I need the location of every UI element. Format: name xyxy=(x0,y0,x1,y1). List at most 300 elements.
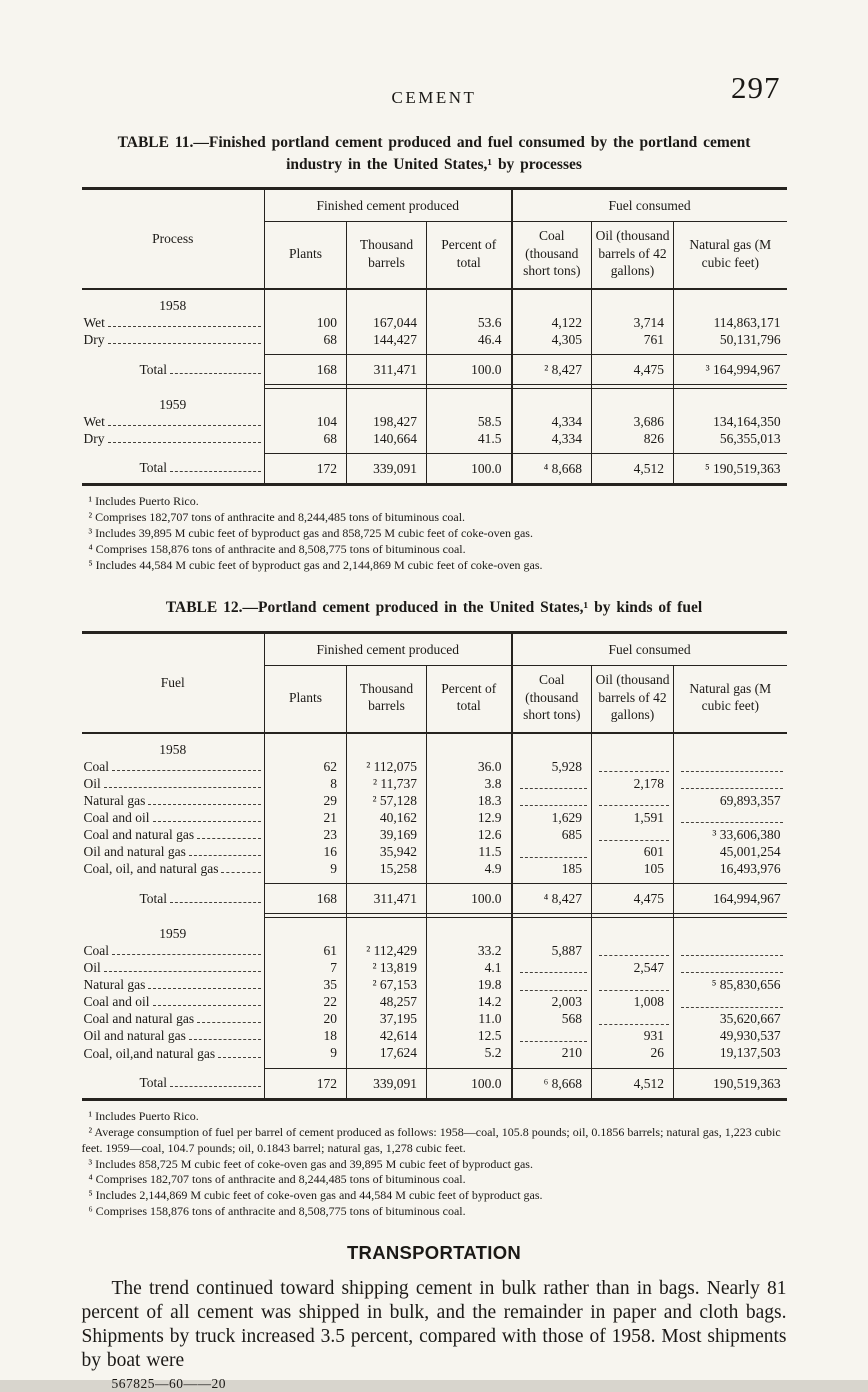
total-value-cell: 164,994,967 xyxy=(674,884,787,914)
empty-cell-leader xyxy=(599,978,669,991)
row-label xyxy=(82,809,265,826)
table-11 xyxy=(82,187,787,486)
value-cell: 37,195 xyxy=(347,1010,427,1027)
value-cell: 568 xyxy=(512,1010,592,1027)
row-label-text: Coal and natural gas xyxy=(83,1011,195,1027)
total-value-cell: 100.0 xyxy=(427,884,512,914)
table-12-title: TABLE 12.—Portland cement produced in the United States,¹ by kinds of fuel xyxy=(165,599,703,617)
value-cell: 4.1 xyxy=(427,959,512,976)
total-value-cell: 172 xyxy=(265,453,347,485)
total-value-cell: 168 xyxy=(265,884,347,914)
dot-leader xyxy=(108,440,262,443)
value-cell: 4,122 xyxy=(512,314,592,331)
value-cell: 56,355,013 xyxy=(674,430,787,454)
empty-cell xyxy=(512,918,592,942)
value-cell xyxy=(512,775,592,792)
data-row xyxy=(82,976,787,993)
row-label xyxy=(82,976,265,993)
row-label xyxy=(82,1027,265,1044)
empty-cell xyxy=(265,389,347,413)
total-value-cell: 4,475 xyxy=(592,884,674,914)
table-12 xyxy=(82,631,787,1101)
total-label xyxy=(82,884,265,914)
empty-cell xyxy=(592,289,674,314)
value-cell: 140,664 xyxy=(347,430,427,454)
value-cell: 48,257 xyxy=(347,993,427,1010)
value-cell: 1,008 xyxy=(592,993,674,1010)
value-cell: 11.5 xyxy=(427,843,512,860)
value-cell: 4.9 xyxy=(427,860,512,884)
dot-leader xyxy=(189,1037,261,1040)
value-cell: 9 xyxy=(265,1044,347,1068)
total-value-cell: 4,475 xyxy=(592,355,674,385)
row-label xyxy=(82,1010,265,1027)
column-header: Percent of total xyxy=(427,222,512,289)
value-cell xyxy=(674,942,787,959)
total-value-cell: ⁵ 190,519,363 xyxy=(674,453,787,485)
stub-header: Fuel xyxy=(82,633,265,733)
data-row xyxy=(82,826,787,843)
value-cell: 114,863,171 xyxy=(674,314,787,331)
row-label xyxy=(82,792,265,809)
empty-cell-leader xyxy=(520,793,588,806)
dot-leader xyxy=(112,768,261,771)
total-value-cell: 4,512 xyxy=(592,1068,674,1100)
value-cell: 36.0 xyxy=(427,758,512,775)
data-row xyxy=(82,860,787,884)
value-cell: 5,928 xyxy=(512,758,592,775)
value-cell: 19,137,503 xyxy=(674,1044,787,1068)
value-cell: 7 xyxy=(265,959,347,976)
data-row xyxy=(82,314,787,331)
empty-cell-leader xyxy=(681,995,783,1008)
value-cell: 144,427 xyxy=(347,331,427,355)
value-cell: 601 xyxy=(592,843,674,860)
row-label-text: Total xyxy=(139,890,168,906)
value-cell: 35,620,667 xyxy=(674,1010,787,1027)
group-header: Fuel consumed xyxy=(512,633,787,666)
total-value-cell: 172 xyxy=(265,1068,347,1100)
dot-leader xyxy=(197,836,261,839)
value-cell: 26 xyxy=(592,1044,674,1068)
value-cell: ² 57,128 xyxy=(347,792,427,809)
empty-cell xyxy=(265,733,347,758)
data-row xyxy=(82,1010,787,1027)
value-cell: 167,044 xyxy=(347,314,427,331)
empty-cell-leader xyxy=(520,776,588,789)
dot-leader xyxy=(108,341,262,344)
value-cell: 45,001,254 xyxy=(674,843,787,860)
value-cell: 8 xyxy=(265,775,347,792)
row-label-text: Wet xyxy=(83,314,105,330)
total-row xyxy=(82,453,787,485)
row-label-text: Coal xyxy=(83,758,109,774)
data-row xyxy=(82,993,787,1010)
total-row xyxy=(82,1068,787,1100)
empty-cell xyxy=(427,389,512,413)
empty-cell-leader xyxy=(599,1012,669,1025)
value-cell xyxy=(592,942,674,959)
value-cell xyxy=(512,792,592,809)
total-value-cell: 339,091 xyxy=(347,453,427,485)
page-content xyxy=(82,0,787,1392)
empty-cell-leader xyxy=(599,793,669,806)
year-label: 1959 xyxy=(159,396,187,412)
total-value-cell: 339,091 xyxy=(347,1068,427,1100)
total-row xyxy=(82,355,787,385)
value-cell: 134,164,350 xyxy=(674,413,787,430)
empty-cell-leader xyxy=(599,828,669,841)
value-cell: 33.2 xyxy=(427,942,512,959)
year-row xyxy=(82,289,787,314)
total-label xyxy=(82,453,265,485)
empty-cell xyxy=(347,733,427,758)
value-cell: 35,942 xyxy=(347,843,427,860)
empty-cell xyxy=(674,733,787,758)
value-cell: 23 xyxy=(265,826,347,843)
empty-cell xyxy=(512,733,592,758)
data-row xyxy=(82,792,787,809)
row-label-text: Total xyxy=(139,460,168,476)
footnote: ⁶ Comprises 158,876 tons of anthracite and 8,508,775 tons of bituminous coal. xyxy=(88,1204,466,1219)
transportation-heading: TRANSPORTATION xyxy=(346,1241,522,1263)
value-cell: 18.3 xyxy=(427,792,512,809)
dot-leader xyxy=(148,802,261,805)
value-cell: 62 xyxy=(265,758,347,775)
value-cell: 826 xyxy=(592,430,674,454)
empty-cell xyxy=(674,389,787,413)
value-cell: 1,629 xyxy=(512,809,592,826)
column-header: Natural gas (M cubic feet) xyxy=(674,666,787,733)
running-head: CEMENT xyxy=(391,88,477,107)
year-row xyxy=(82,918,787,942)
stub-header: Process xyxy=(82,189,265,289)
row-label xyxy=(82,993,265,1010)
empty-cell xyxy=(265,289,347,314)
dot-leader xyxy=(170,371,261,374)
column-header: Natural gas (M cubic feet) xyxy=(674,222,787,289)
footnote: ¹ Includes Puerto Rico. xyxy=(88,494,199,509)
footnote: ³ Includes 39,895 M cubic feet of byproduct gas and 858,725 M cubic feet of coke-oven gas. xyxy=(88,525,533,540)
footnote: ⁵ Includes 44,584 M cubic feet of byproduct gas and 2,144,869 M cubic feet of coke-oven gas. xyxy=(88,557,543,572)
value-cell: 17,624 xyxy=(347,1044,427,1068)
value-cell: 4,334 xyxy=(512,430,592,454)
signature-line: 567825—60——20 xyxy=(111,1375,226,1391)
masthead xyxy=(82,70,787,118)
empty-cell xyxy=(512,389,592,413)
dot-leader xyxy=(108,324,261,327)
row-label-text: Natural gas xyxy=(83,977,146,992)
column-header: Thousand barrels xyxy=(347,222,427,289)
value-cell: 5.2 xyxy=(427,1044,512,1068)
row-label-text: Wet xyxy=(83,413,105,429)
value-cell: 41.5 xyxy=(427,430,512,454)
data-row xyxy=(82,775,787,792)
value-cell xyxy=(674,775,787,792)
data-row xyxy=(82,959,787,976)
value-cell: 198,427 xyxy=(347,413,427,430)
empty-cell-leader xyxy=(520,845,588,858)
row-label xyxy=(82,413,265,430)
dot-leader xyxy=(153,819,262,822)
value-cell xyxy=(674,993,787,1010)
value-cell: ⁵ 85,830,656 xyxy=(674,976,787,993)
value-cell: 12.5 xyxy=(427,1027,512,1044)
value-cell xyxy=(512,976,592,993)
row-label xyxy=(82,942,265,959)
value-cell: 69,893,357 xyxy=(674,792,787,809)
row-label xyxy=(82,758,265,775)
value-cell: 29 xyxy=(265,792,347,809)
empty-cell xyxy=(347,918,427,942)
row-label xyxy=(82,775,265,792)
value-cell xyxy=(592,1010,674,1027)
value-cell: 16,493,976 xyxy=(674,860,787,884)
empty-cell-leader xyxy=(599,759,669,772)
value-cell: 12.6 xyxy=(427,826,512,843)
column-header: Plants xyxy=(265,222,347,289)
empty-cell xyxy=(427,289,512,314)
dot-leader xyxy=(170,900,261,903)
empty-cell-leader xyxy=(520,960,588,973)
empty-cell-leader xyxy=(599,943,669,956)
value-cell xyxy=(592,826,674,843)
data-row xyxy=(82,1027,787,1044)
row-label-text: Coal and oil xyxy=(83,994,150,1010)
total-value-cell: ³ 164,994,967 xyxy=(674,355,787,385)
value-cell xyxy=(674,959,787,976)
value-cell: 9 xyxy=(265,860,347,884)
dot-leader xyxy=(218,1055,261,1058)
value-cell xyxy=(592,976,674,993)
column-header: Oil (thousand barrels of 42 gallons) xyxy=(592,222,674,289)
value-cell: 4,334 xyxy=(512,413,592,430)
value-cell: 14.2 xyxy=(427,993,512,1010)
value-cell: 20 xyxy=(265,1010,347,1027)
data-row xyxy=(82,758,787,775)
empty-cell xyxy=(512,289,592,314)
empty-cell-leader xyxy=(681,960,783,973)
header-group-row xyxy=(82,633,787,666)
value-cell xyxy=(674,758,787,775)
value-cell: 40,162 xyxy=(347,809,427,826)
empty-cell xyxy=(592,389,674,413)
row-label-text: Natural gas xyxy=(83,792,146,808)
row-label-text: Coal xyxy=(83,942,109,958)
footnote: ⁴ Comprises 182,707 tons of anthracite and 8,244,485 tons of bituminous coal. xyxy=(88,1172,466,1187)
empty-cell xyxy=(347,389,427,413)
year-label: 1958 xyxy=(159,741,187,757)
value-cell: 3,714 xyxy=(592,314,674,331)
group-header: Finished cement produced xyxy=(265,189,512,222)
total-value-cell: ⁴ 8,427 xyxy=(512,884,592,914)
row-label-text: Coal, oil,and natural gas xyxy=(83,1045,216,1061)
value-cell: 68 xyxy=(265,430,347,454)
value-cell xyxy=(592,758,674,775)
row-label xyxy=(82,843,265,860)
page-number: 297 xyxy=(731,70,781,105)
dot-leader xyxy=(148,986,261,989)
value-cell xyxy=(592,792,674,809)
column-header: Oil (thousand barrels of 42 gallons) xyxy=(592,666,674,733)
column-header: Plants xyxy=(265,666,347,733)
footnote: ¹ Includes Puerto Rico. xyxy=(88,1109,199,1124)
data-row xyxy=(82,843,787,860)
total-value-cell: 190,519,363 xyxy=(674,1068,787,1100)
total-label xyxy=(82,355,265,385)
value-cell: 19.8 xyxy=(427,976,512,993)
footnote: ³ Includes 858,725 M cubic feet of coke-oven gas and 39,895 M cubic feet of byproduct gas. xyxy=(88,1156,533,1171)
dot-leader xyxy=(153,1003,262,1006)
value-cell: 185 xyxy=(512,860,592,884)
value-cell: 22 xyxy=(265,993,347,1010)
value-cell: 105 xyxy=(592,860,674,884)
row-label-text: Coal and natural gas xyxy=(83,827,195,842)
data-row xyxy=(82,413,787,430)
column-header: Coal (thousand short tons) xyxy=(512,222,592,289)
row-label-text: Dry xyxy=(83,332,105,348)
empty-cell xyxy=(265,918,347,942)
empty-cell-leader xyxy=(681,943,783,956)
data-row xyxy=(82,809,787,826)
year-row xyxy=(82,733,787,758)
dot-leader xyxy=(170,1084,261,1087)
table-11-grid xyxy=(82,187,787,486)
row-label xyxy=(82,430,265,454)
column-header: Coal (thousand short tons) xyxy=(512,666,592,733)
dot-leader xyxy=(221,870,261,873)
value-cell: 15,258 xyxy=(347,860,427,884)
row-label-text: Oil xyxy=(83,775,101,791)
value-cell xyxy=(512,1027,592,1044)
row-label xyxy=(82,959,265,976)
value-cell: ² 67,153 xyxy=(347,976,427,993)
empty-cell-leader xyxy=(681,776,783,789)
column-header: Percent of total xyxy=(427,666,512,733)
value-cell: 104 xyxy=(265,413,347,430)
total-value-cell: 168 xyxy=(265,355,347,385)
dot-leader xyxy=(112,952,261,955)
total-value-cell: 100.0 xyxy=(427,1068,512,1100)
group-header: Finished cement produced xyxy=(265,633,512,666)
dot-leader xyxy=(104,969,261,972)
value-cell: 53.6 xyxy=(427,314,512,331)
footnote: ² Comprises 182,707 tons of anthracite and 8,244,485 tons of bituminous coal. xyxy=(88,510,466,525)
value-cell: 42,614 xyxy=(347,1027,427,1044)
empty-cell-leader xyxy=(681,810,783,823)
value-cell: 2,003 xyxy=(512,993,592,1010)
value-cell: 21 xyxy=(265,809,347,826)
value-cell: ² 11,737 xyxy=(347,775,427,792)
value-cell: 931 xyxy=(592,1027,674,1044)
value-cell: 210 xyxy=(512,1044,592,1068)
table-11-title: TABLE 11.—Finished portland cement produced and fuel consumed by the portland cement industry in the United States,¹ by processes xyxy=(117,134,751,173)
row-label xyxy=(82,314,265,331)
empty-cell xyxy=(427,733,512,758)
total-value-cell: 311,471 xyxy=(347,884,427,914)
value-cell: 12.9 xyxy=(427,809,512,826)
data-row xyxy=(82,331,787,355)
value-cell: 100 xyxy=(265,314,347,331)
empty-cell xyxy=(674,289,787,314)
value-cell: 16 xyxy=(265,843,347,860)
row-label-text: Oil and natural gas xyxy=(83,844,186,860)
empty-cell xyxy=(592,918,674,942)
year-row xyxy=(82,389,787,413)
row-label-text: Dry xyxy=(83,430,105,446)
footnote: ⁴ Comprises 158,876 tons of anthracite and 8,508,775 tons of bituminous coal. xyxy=(88,541,466,556)
row-label-text: Oil xyxy=(83,959,101,975)
total-row xyxy=(82,884,787,914)
header-group-row xyxy=(82,189,787,222)
data-row xyxy=(82,430,787,454)
value-cell: 58.5 xyxy=(427,413,512,430)
footnote: ² Average consumption of fuel per barrel of cement produced as follows: 1958—coal, 105.8 pounds; oil, 0.1856 barrels; natural gas, 1,223 cubic feet. 1959—coal, 104.7 pounds; oil, 0.1843 barrel; natural gas, 1,278 cubic feet. xyxy=(81,1124,781,1155)
empty-cell xyxy=(427,918,512,942)
group-header: Fuel consumed xyxy=(512,189,787,222)
row-label-text: Total xyxy=(139,1075,168,1091)
value-cell: 50,131,796 xyxy=(674,331,787,355)
total-value-cell: ⁶ 8,668 xyxy=(512,1068,592,1100)
total-value-cell: 4,512 xyxy=(592,453,674,485)
value-cell: 2,547 xyxy=(592,959,674,976)
table-11-footnotes xyxy=(82,494,787,573)
value-cell: 3.8 xyxy=(427,775,512,792)
value-cell: 3,686 xyxy=(592,413,674,430)
data-row xyxy=(82,1044,787,1068)
value-cell: 5,887 xyxy=(512,942,592,959)
row-label xyxy=(82,331,265,355)
dot-leader xyxy=(197,1020,261,1023)
year-label: 1958 xyxy=(159,298,187,314)
total-value-cell: ⁴ 8,668 xyxy=(512,453,592,485)
dot-leader xyxy=(189,853,261,856)
value-cell: 685 xyxy=(512,826,592,843)
row-label-text: Oil and natural gas xyxy=(83,1028,186,1044)
value-cell: 4,305 xyxy=(512,331,592,355)
dot-leader xyxy=(170,469,261,472)
total-label xyxy=(82,1068,265,1100)
empty-cell xyxy=(592,733,674,758)
value-cell: 49,930,537 xyxy=(674,1027,787,1044)
dot-leader xyxy=(104,785,261,788)
value-cell: 2,178 xyxy=(592,775,674,792)
empty-cell xyxy=(674,918,787,942)
row-label xyxy=(82,826,265,843)
row-label xyxy=(82,860,265,884)
value-cell: 11.0 xyxy=(427,1010,512,1027)
value-cell: ² 112,075 xyxy=(347,758,427,775)
value-cell: 61 xyxy=(265,942,347,959)
value-cell xyxy=(512,843,592,860)
table-12-grid xyxy=(82,631,787,1101)
value-cell: 18 xyxy=(265,1027,347,1044)
value-cell: ² 112,429 xyxy=(347,942,427,959)
value-cell xyxy=(674,809,787,826)
value-cell: 761 xyxy=(592,331,674,355)
value-cell: 35 xyxy=(265,976,347,993)
value-cell: 68 xyxy=(265,331,347,355)
empty-cell-leader xyxy=(681,759,783,772)
value-cell xyxy=(512,959,592,976)
row-label-text: Total xyxy=(139,361,168,377)
row-label-text: Coal and oil xyxy=(83,809,150,825)
column-header: Thousand barrels xyxy=(347,666,427,733)
data-row xyxy=(82,942,787,959)
empty-cell-leader xyxy=(520,978,588,991)
total-value-cell: 100.0 xyxy=(427,355,512,385)
value-cell: ³ 33,606,380 xyxy=(674,826,787,843)
